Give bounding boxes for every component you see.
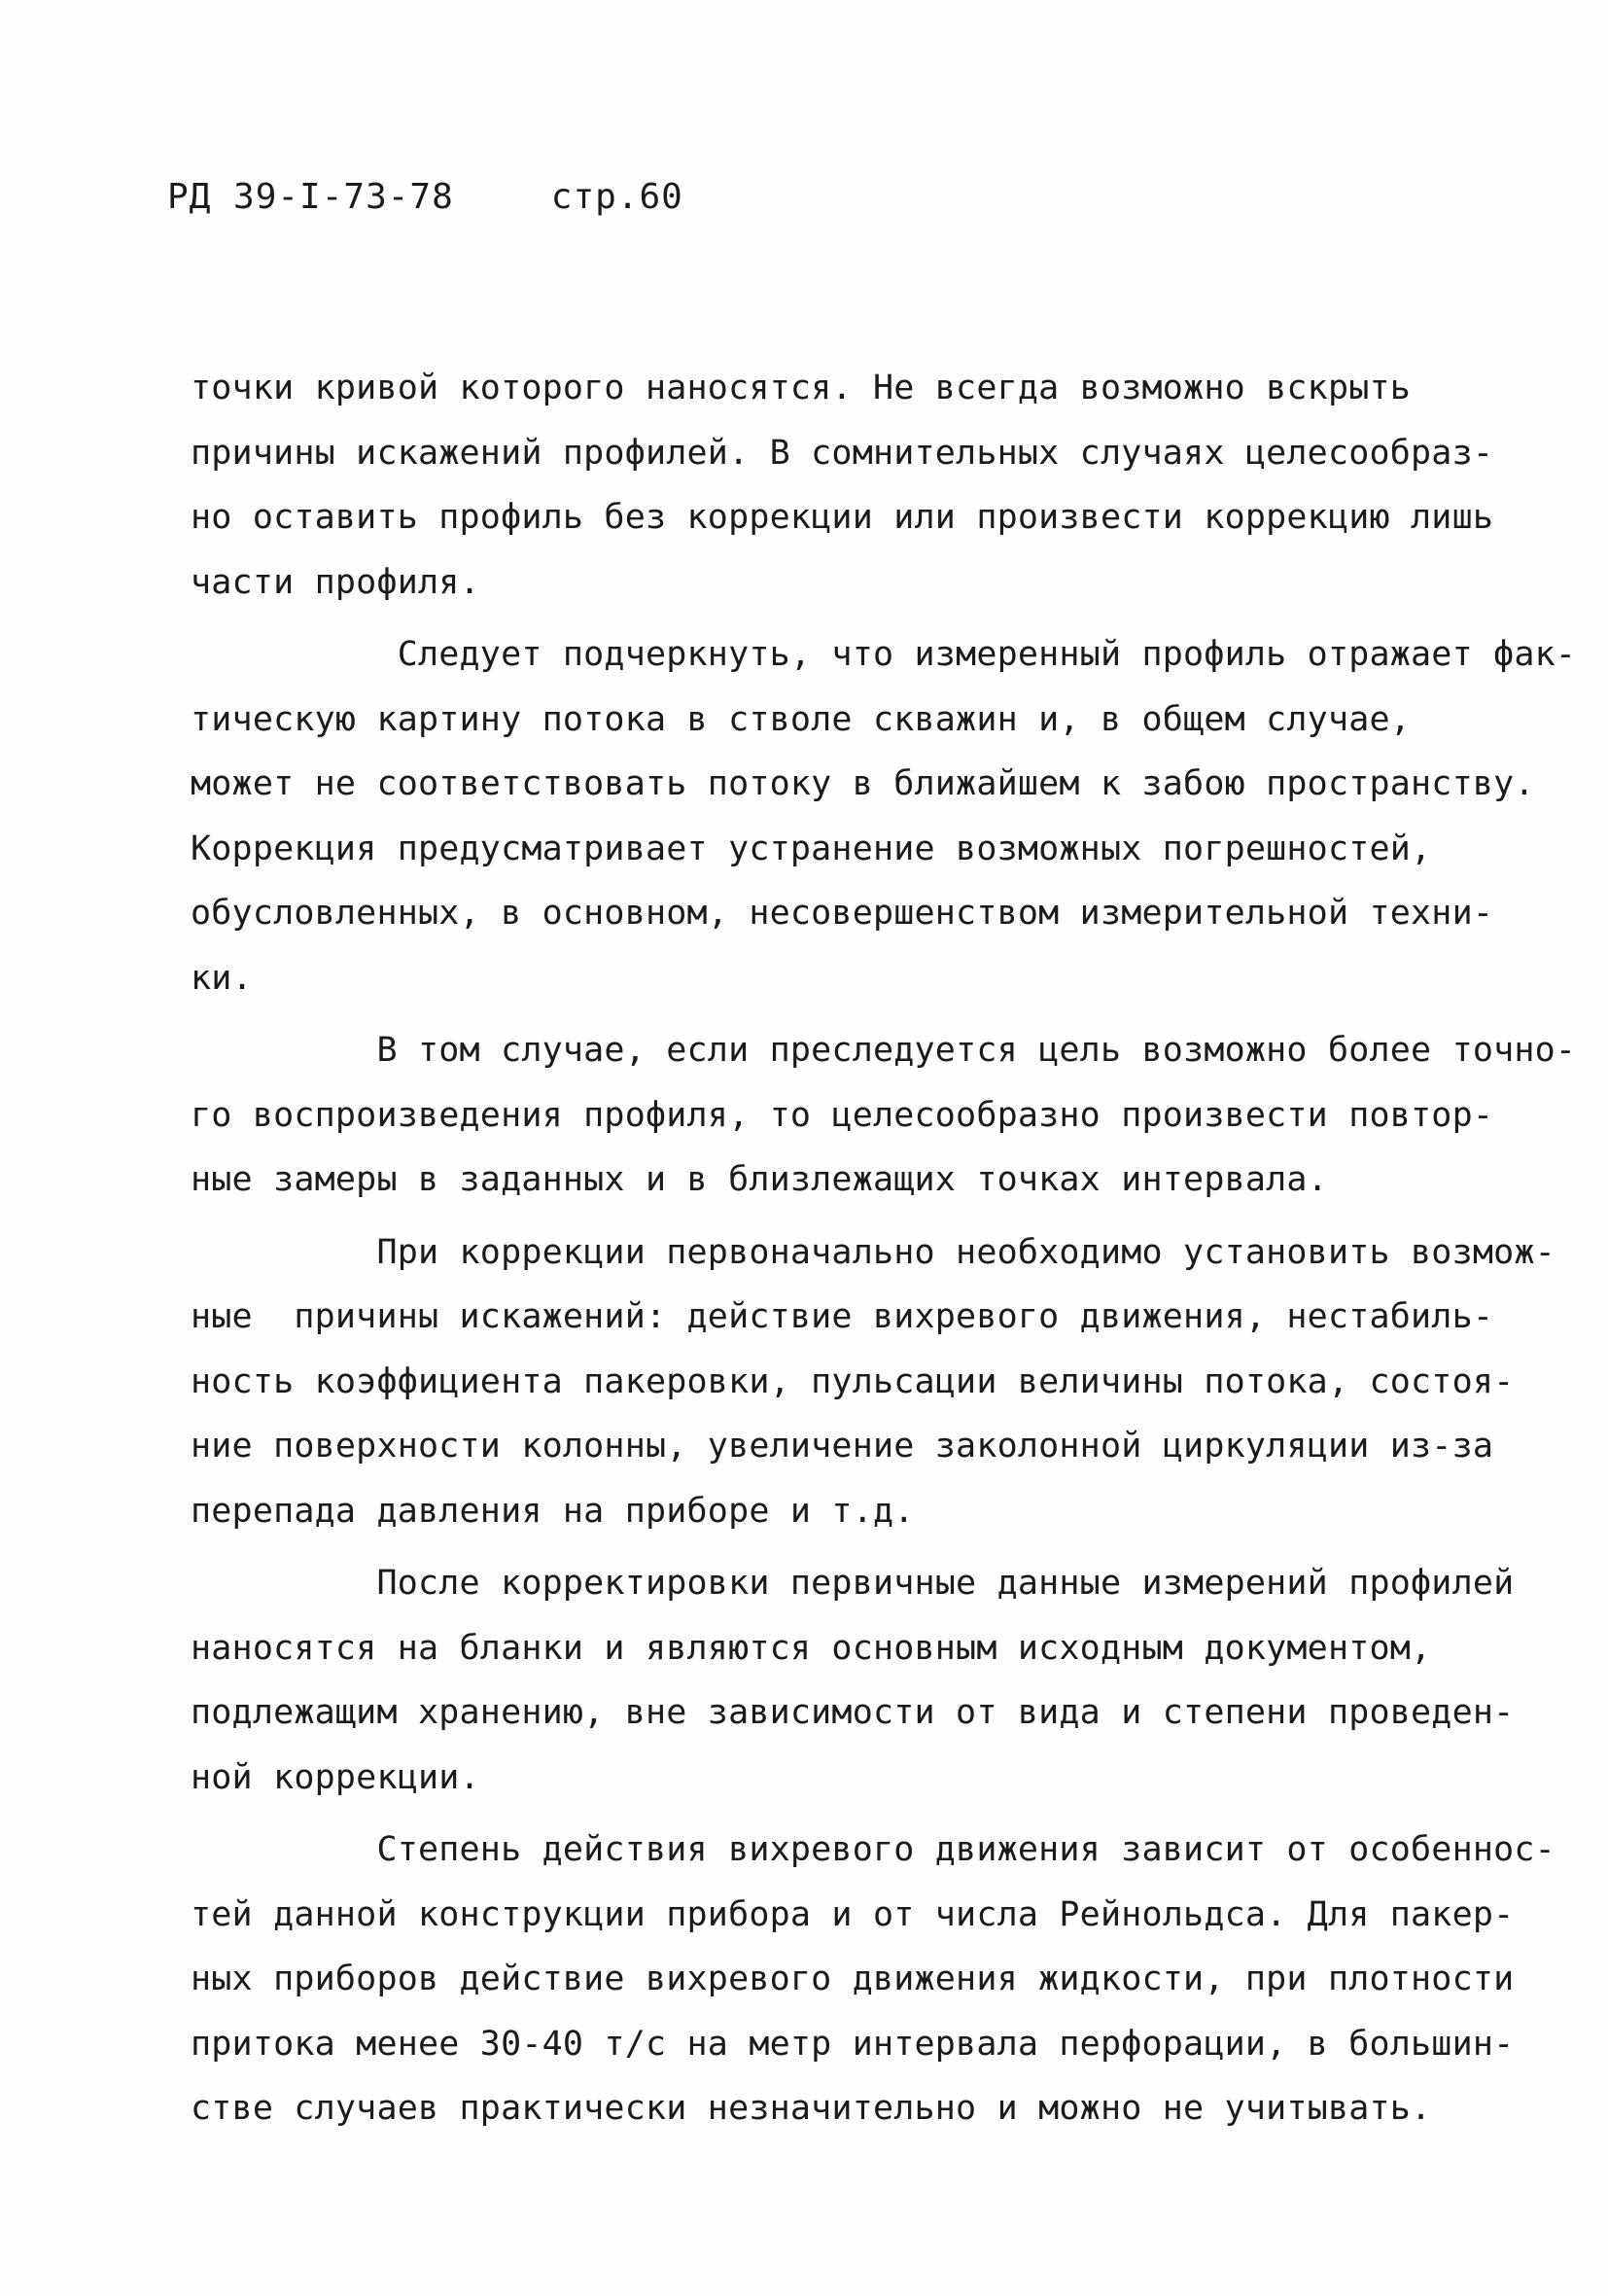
body-text: [191, 356, 1577, 2141]
text-line: причины искажений профилей. В сомнительных случаях целесообраз-: [191, 433, 1494, 473]
text-line: ние поверхности колонны, увеличение заколонной циркуляции из-за: [191, 1427, 1494, 1466]
text-line: точки кривой которого наносятся. Не всегда возможно вскрыть: [191, 369, 1412, 407]
text-line: но оставить профиль без коррекции или произвести коррекцию лишь: [191, 498, 1494, 537]
paragraph-gap: [191, 1810, 1474, 1818]
text-line: Следует подчеркнуть, что измеренный профиль отражает фак-: [191, 635, 1577, 674]
text-line: наносятся на бланки и являются основным исходным документом,: [191, 1628, 1432, 1668]
text-line: ность коэффициента пакеровки, пульсации величины потока, состоя-: [191, 1361, 1515, 1401]
text-line: ной коррекции.: [191, 1757, 480, 1797]
text-line: Коррекция предусматривает устранение возможных погрешностей,: [191, 829, 1432, 868]
text-line: тическую картину потока в стволе скважин и, в общем случае,: [191, 699, 1412, 739]
text-line: обусловленных, в основном, несовершенством измерительной техни-: [191, 894, 1494, 933]
text-line: может не соответствовать потоку в ближайшем к забою пространству.: [191, 764, 1535, 803]
paragraph-gap: [191, 1010, 1474, 1018]
paragraph-gap: [191, 1213, 1474, 1220]
text-line: перепада давления на приборе и т.д.: [191, 1491, 915, 1531]
text-line: ных приборов действие вихревого движения жидкости, при плотности: [191, 1960, 1515, 1998]
text-line: подлежащим хранению, вне зависимости от вида и степени проведен-: [191, 1693, 1515, 1732]
text-line: притока менее 30-40 т/с на метр интервала перфорации, в большин-: [191, 2024, 1515, 2064]
text-line: При коррекции первоначально необходимо установить возмож-: [191, 1232, 1556, 1272]
document-code: РД 39-I-73-78: [167, 177, 454, 217]
text-line: ки.: [191, 958, 253, 998]
text-line: стве случаев практически незначительно и можно не учитывать.: [191, 2089, 1432, 2128]
text-line: Степень действия вихревого движения зависит от особеннос-: [191, 1830, 1556, 1869]
text-line: го воспроизведения профиля, то целесообразно произвести повтор-: [191, 1095, 1494, 1135]
text-line: ные замеры в заданных и в близлежащих точках интервала.: [191, 1160, 1328, 1199]
text-line: тей данной конструкции прибора и от числа Рейнольдса. Для пакер-: [191, 1894, 1515, 1934]
text-line: В том случае, если преследуется цель возможно более точно-: [191, 1031, 1577, 1070]
text-line: ные причины искажений: действие вихревого движения, нестабиль-: [191, 1297, 1494, 1336]
text-line: После корректировки первичные данные измерений профилей: [191, 1564, 1515, 1603]
text-line: части профиля.: [191, 562, 480, 602]
paragraph-gap: [191, 615, 1474, 622]
page-number: стр.60: [550, 177, 683, 217]
page-header: [167, 177, 683, 217]
paragraph-gap: [191, 1543, 1474, 1551]
